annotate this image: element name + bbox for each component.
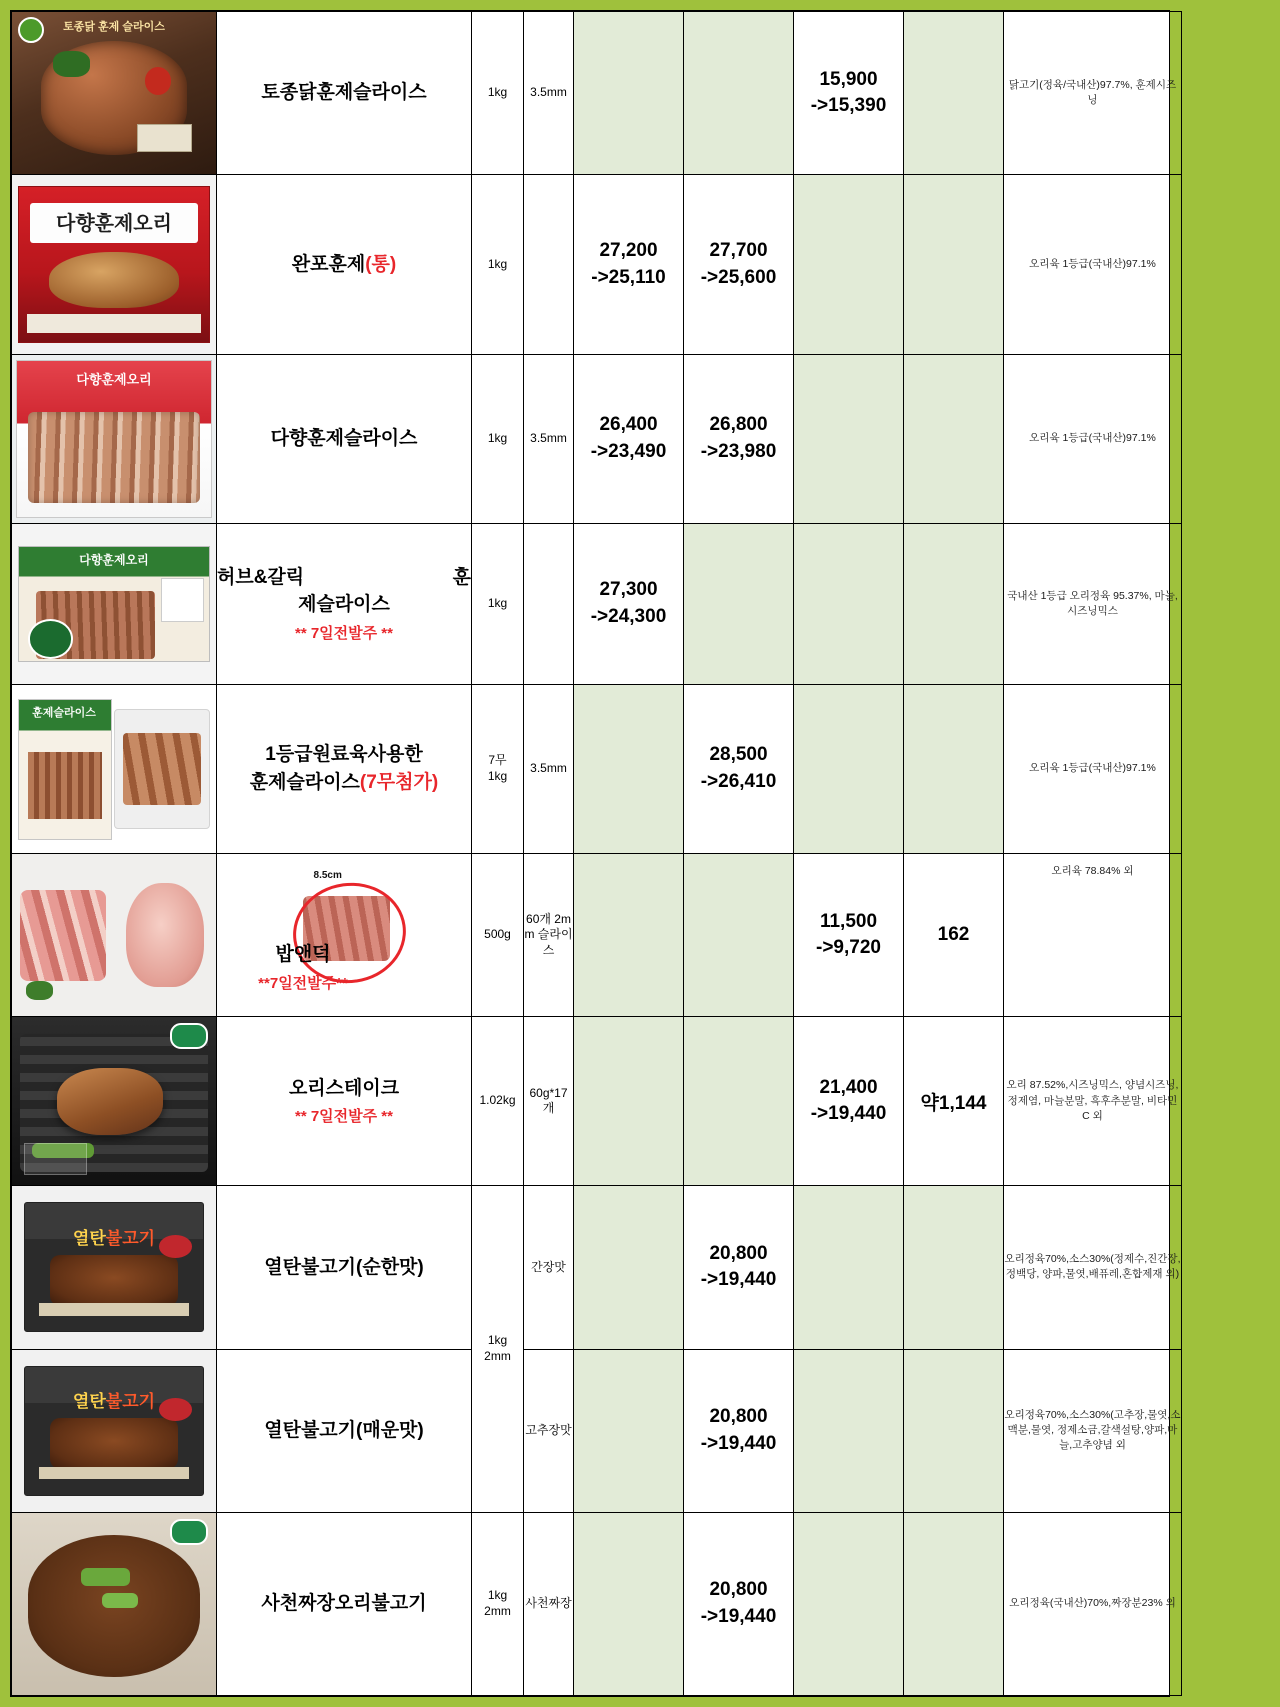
table-row xyxy=(12,523,1182,684)
product-spec: 3.5mm xyxy=(524,355,574,524)
product-spec: 60g*17개 xyxy=(524,1017,574,1186)
price-original: 27,300 xyxy=(599,579,658,601)
price-list-page xyxy=(10,10,1181,1697)
price-col-1 xyxy=(574,853,684,1016)
order-lead-note: **7일전발주** xyxy=(258,974,348,992)
price-col-2 xyxy=(684,1017,794,1186)
order-lead-note: ** 7일전발주 ** xyxy=(295,624,393,642)
product-name-text: 오리스테이크 xyxy=(288,1077,400,1099)
product-name: 토종닭훈제슬라이스 xyxy=(217,12,472,175)
price-original: 20,800 xyxy=(709,1242,768,1264)
price-col-2 xyxy=(684,1349,794,1512)
table-row xyxy=(12,1349,1182,1512)
table-row xyxy=(12,355,1182,524)
product-unit: 1kg xyxy=(472,175,524,355)
price-discount: ->9,720 xyxy=(816,937,881,959)
price-original: 20,800 xyxy=(709,1579,768,1601)
price-col-1 xyxy=(574,1186,684,1349)
quantity-col xyxy=(904,685,1004,854)
price-col-2 xyxy=(684,12,794,175)
product-name xyxy=(217,685,472,854)
product-unit: 1.02kg xyxy=(472,1017,524,1186)
price-col-1 xyxy=(574,175,684,355)
price-original: 20,800 xyxy=(709,1406,768,1428)
price-original: 28,500 xyxy=(709,744,768,766)
product-image xyxy=(12,1017,217,1186)
product-name-line2: 제슬라이스 xyxy=(298,594,390,616)
price-col-2 xyxy=(684,1512,794,1695)
brand-badge-icon xyxy=(170,1519,208,1545)
product-unit: 1kg 2mm xyxy=(472,1512,524,1695)
product-spec: 60개 2mm 슬라이스 xyxy=(524,853,574,1016)
product-spec: 간장맛 xyxy=(524,1186,574,1349)
price-col-1 xyxy=(574,685,684,854)
price-discount: ->23,490 xyxy=(590,441,667,462)
table-row xyxy=(12,1512,1182,1695)
product-unit: 1kg xyxy=(472,12,524,175)
product-name-right: 훈 xyxy=(452,566,471,588)
price-discount: ->19,440 xyxy=(700,1432,777,1454)
price-col-3 xyxy=(794,355,904,524)
product-name xyxy=(217,175,472,355)
product-name xyxy=(217,1017,472,1186)
product-unit: 500g xyxy=(472,853,524,1016)
ingredients: 오리정육70%,소스30%(정제수,진간장,정백당, 양파,물엿,배퓨레,혼합제재 외) xyxy=(1004,1186,1182,1349)
price-original: 11,500 xyxy=(819,910,878,932)
ingredients: 국내산 1등급 오리정육 95.37%, 마늘, 시즈닝믹스 xyxy=(1004,523,1182,684)
product-image: 훈제슬라이스 xyxy=(12,685,217,854)
price-discount: ->26,410 xyxy=(700,771,777,793)
brand-badge-icon xyxy=(170,1023,208,1049)
price-col-3 xyxy=(794,1349,904,1512)
quantity-col: 약1,144 xyxy=(904,1017,1004,1186)
product-image: 열탄불고기 xyxy=(12,1349,217,1512)
price-original: 21,400 xyxy=(819,1076,878,1098)
order-lead-note: ** 7일전발주 ** xyxy=(295,1108,393,1126)
product-unit: 7무 1kg xyxy=(472,685,524,854)
price-col-2 xyxy=(684,853,794,1016)
product-image xyxy=(12,1512,217,1695)
price-discount: ->24,300 xyxy=(590,606,667,628)
product-image: 토종닭 훈제 슬라이스 xyxy=(12,12,217,175)
product-name: 열탄불고기(매운맛) xyxy=(217,1349,472,1512)
ingredients: 오리정육(국내산)70%,짜장분23% 외 xyxy=(1004,1512,1182,1695)
product-price-table xyxy=(11,11,1182,1696)
quantity-col xyxy=(904,1512,1004,1695)
quantity-col: 162 xyxy=(904,853,1004,1016)
table-row xyxy=(12,1017,1182,1186)
product-spec xyxy=(524,523,574,684)
price-original: 26,800 xyxy=(709,414,768,436)
product-image: 다향훈제오리 xyxy=(12,175,217,355)
product-image xyxy=(12,853,217,1016)
product-name xyxy=(217,523,472,684)
price-original: 26,400 xyxy=(599,414,658,436)
price-col-2 xyxy=(684,175,794,355)
price-original: 15,900 xyxy=(819,68,878,90)
product-name-highlight: (통) xyxy=(365,253,397,275)
price-col-3 xyxy=(794,1186,904,1349)
product-spec xyxy=(524,175,574,355)
price-col-3 xyxy=(794,1512,904,1695)
price-col-1 xyxy=(574,1349,684,1512)
price-col-1 xyxy=(574,1017,684,1186)
quantity-col xyxy=(904,1349,1004,1512)
price-col-2 xyxy=(684,523,794,684)
product-unit: 1kg xyxy=(472,523,524,684)
price-discount: ->15,390 xyxy=(810,95,887,117)
product-name: 밥앤덕 xyxy=(275,944,331,966)
price-col-3 xyxy=(794,523,904,684)
price-discount: ->23,980 xyxy=(700,441,777,462)
ingredients: 오리육 78.84% 외 xyxy=(1004,853,1182,1016)
price-discount: ->19,440 xyxy=(700,1269,777,1291)
product-spec: 3.5mm xyxy=(524,685,574,854)
product-unit: 1kg xyxy=(472,355,524,524)
price-col-1 xyxy=(574,12,684,175)
table-row xyxy=(12,853,1182,1016)
product-name-line1: 1등급원료육사용한 xyxy=(265,744,423,766)
price-col-2 xyxy=(684,685,794,854)
price-col-1 xyxy=(574,1512,684,1695)
quantity-col xyxy=(904,175,1004,355)
product-image: 다향훈제오리 xyxy=(12,355,217,524)
price-discount: ->25,600 xyxy=(700,266,777,288)
price-discount: ->19,440 xyxy=(810,1103,887,1125)
price-col-2 xyxy=(684,1186,794,1349)
product-name-cell xyxy=(217,853,472,1016)
ingredients: 오리육 1등급(국내산)97.1% xyxy=(1004,175,1182,355)
ingredients: 오리정육70%,소스30%(고추장,물엿,소맥분,물엿, 정제소금,갈색설탕,양파,마늘,고추양념 외 xyxy=(1004,1349,1182,1512)
product-name-text: 완포훈제 xyxy=(291,253,366,275)
price-col-3 xyxy=(794,175,904,355)
brand-badge-icon xyxy=(18,17,44,43)
product-name: 열탄불고기(순한맛) xyxy=(217,1186,472,1349)
table-row xyxy=(12,175,1182,355)
price-col-3 xyxy=(794,12,904,175)
ingredients: 닭고기(정육/국내산)97.7%, 훈제시즈닝 xyxy=(1004,12,1182,175)
product-spec: 3.5mm xyxy=(524,12,574,175)
price-col-2 xyxy=(684,355,794,524)
product-name: 다향훈제슬라이스 xyxy=(217,355,472,524)
ingredients: 오리육 1등급(국내산)97.1% xyxy=(1004,355,1182,524)
product-image: 열탄불고기 xyxy=(12,1186,217,1349)
product-spec: 사천짜장 xyxy=(524,1512,574,1695)
price-discount: ->19,440 xyxy=(700,1605,777,1627)
product-name-left: 허브&갈릭 xyxy=(217,566,305,588)
product-name-highlight: (7무첨가) xyxy=(359,772,439,794)
product-spec: 고추장맛 xyxy=(524,1349,574,1512)
price-col-3 xyxy=(794,685,904,854)
quantity-col xyxy=(904,1186,1004,1349)
price-original: 27,200 xyxy=(599,240,658,262)
annotation-measure-label: 8.5cm xyxy=(313,870,342,882)
product-image: 다향훈제오리 xyxy=(12,523,217,684)
quantity-col xyxy=(904,12,1004,175)
ingredients: 오리 87.52%,시즈닝믹스, 양념시즈닝, 정제염, 마늘분말, 흑후추분말, 비타민C 외 xyxy=(1004,1017,1182,1186)
table-row xyxy=(12,1186,1182,1349)
product-unit: 1kg 2mm xyxy=(472,1186,524,1513)
product-name: 사천짜장오리불고기 xyxy=(217,1512,472,1695)
table-row xyxy=(12,12,1182,175)
price-col-1 xyxy=(574,523,684,684)
product-name-line2: 훈제슬라이스 xyxy=(249,772,360,794)
price-col-1 xyxy=(574,355,684,524)
ingredients: 오리육 1등급(국내산)97.1% xyxy=(1004,685,1182,854)
price-discount: ->25,110 xyxy=(591,266,666,288)
price-col-3 xyxy=(794,1017,904,1186)
quantity-col xyxy=(904,355,1004,524)
table-row xyxy=(12,685,1182,854)
price-col-3 xyxy=(794,853,904,1016)
price-original: 27,700 xyxy=(709,240,768,262)
quantity-col xyxy=(904,523,1004,684)
